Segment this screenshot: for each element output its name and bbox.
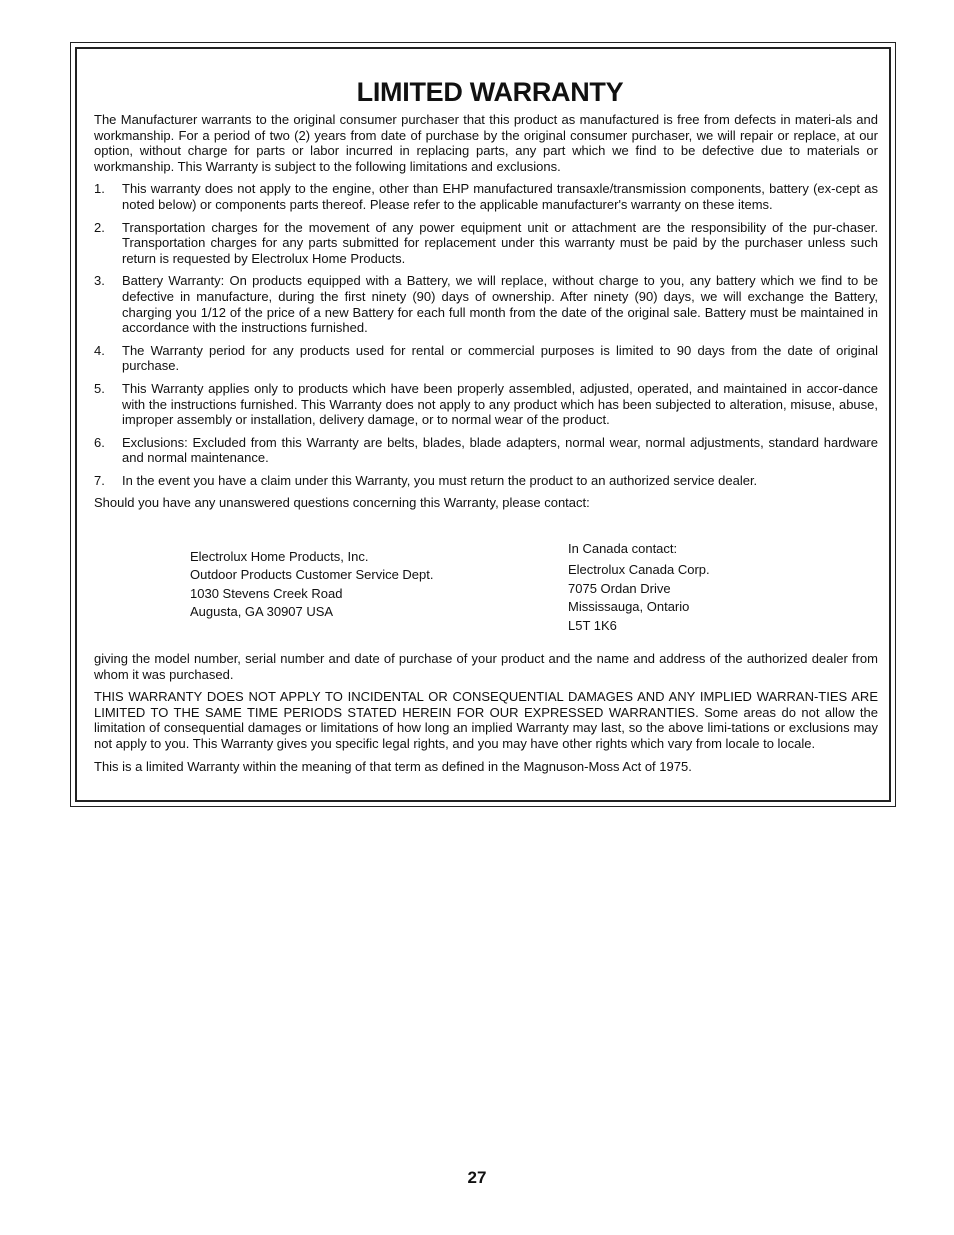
page-title: LIMITED WARRANTY bbox=[356, 77, 624, 107]
list-item bbox=[94, 473, 878, 489]
list-item-text: Battery Warranty: On products equipped with a Battery, we will replace, without charge to you, any battery which we find to be defective in manufacture, during the first ninety (90) days of ownership. After ninety (90) days, we will exchange the Battery, charging you 1/12 of the price of a new Battery for each full month from the date of the original sale. Battery must be maintained in accordance with the instructions furnished. bbox=[122, 273, 878, 336]
disclaimer-paragraph: THIS WARRANTY DOES NOT APPLY TO INCIDENTAL OR CONSEQUENTIAL DAMAGES AND ANY IMPLIED WARRAN-TIES ARE LIMITED TO THE SAME TIME PERIODS STATED HEREIN FOR OUR EXPRESSED WARRANTIES. Some areas do not allow the limitation of consequential damages or limitations of how long an implied Warranty may last, so the above limi-tations or exclusions may not apply to you. This Warranty gives you specific legal rights, and you may have other rights which vary from locale to locale. bbox=[94, 689, 878, 752]
list-item-number: 7. bbox=[94, 472, 105, 488]
contact-addresses bbox=[94, 511, 878, 651]
after-contact-paragraph: giving the model number, serial number and date of purchase of your product and the name and address of the authorized dealer from whom it was purchased. bbox=[94, 651, 878, 682]
final-note: This is a limited Warranty within the meaning of that term as defined in the Magnuson-Moss Act of 1975. bbox=[94, 758, 692, 774]
list-item-number: 6. bbox=[94, 434, 105, 450]
warranty-frame-inner bbox=[75, 47, 891, 802]
list-item-text: Transportation charges for the movement of any power equipment unit or attachment are the responsibility of the pur-chaser. Transportation charges for any parts submitted for replacement under this warranty must be paid by the purchaser unless such return is requested by Electrolux Home Products. bbox=[122, 219, 878, 266]
list-item-text: This warranty does not apply to the engine, other than EHP manufactured transaxle/transmission components, battery (ex-cept as noted below) or components parts thereof. Please refer to the applicable manufacturer's warranty on these items. bbox=[122, 181, 878, 212]
list-item-number: 3. bbox=[94, 273, 105, 289]
list-item-number: 1. bbox=[94, 181, 105, 197]
list-item-text: The Warranty period for any products used for rental or commercial purposes is limited to 90 days from the date of original purchase. bbox=[122, 342, 878, 374]
list-item bbox=[94, 381, 878, 428]
list-item-number: 2. bbox=[94, 219, 105, 235]
warranty-content bbox=[94, 77, 878, 774]
page-number: 27 bbox=[467, 1168, 487, 1187]
canada-address-line: 7075 Ordan Drive bbox=[568, 580, 671, 596]
us-address-line: Outdoor Products Customer Service Dept. bbox=[190, 567, 434, 583]
limitations-list bbox=[94, 181, 878, 488]
list-item bbox=[94, 181, 878, 212]
us-address-line: 1030 Stevens Creek Road bbox=[190, 585, 343, 601]
us-address-line: Augusta, GA 30907 USA bbox=[190, 604, 334, 620]
canada-address-line: Mississauga, Ontario bbox=[568, 599, 690, 615]
us-address-line: Electrolux Home Products, Inc. bbox=[190, 549, 369, 565]
warranty-frame-outer bbox=[70, 42, 896, 807]
list-item bbox=[94, 435, 878, 466]
contact-prompt: Should you have any unanswered questions concerning this Warranty, please contact: bbox=[94, 495, 590, 511]
canada-address-line: Electrolux Canada Corp. bbox=[568, 562, 710, 578]
canada-address bbox=[568, 540, 710, 635]
list-item-text: Exclusions: Excluded from this Warranty are belts, blades, blade adapters, normal wear, normal adjustments, standard hardware and normal maintenance. bbox=[122, 434, 878, 466]
canada-address-heading: In Canada contact: bbox=[568, 541, 678, 557]
list-item bbox=[94, 220, 878, 267]
list-item bbox=[94, 273, 878, 335]
list-item-number: 4. bbox=[94, 342, 105, 358]
canada-address-line: L5T 1K6 bbox=[568, 617, 617, 633]
intro-paragraph: The Manufacturer warrants to the original consumer purchaser that this product as manufactured is free from defects in materi-als and workmanship. For a period of two (2) years from date of purchase by the original consumer purchaser, we will repair or replace, at our option, without charge for parts or labor incurred in replacing parts, any part which we find to be defective due to materials or workmanship. This Warranty is subject to the following limitations and exclusions. bbox=[94, 112, 878, 174]
list-item-text: In the event you have a claim under this Warranty, you must return the product to an authorized service dealer. bbox=[122, 472, 758, 488]
us-address bbox=[190, 548, 434, 622]
list-item-text: This Warranty applies only to products which have been properly assembled, adjusted, operated, and maintained in accor-dance with the instructions furnished. This Warranty does not apply to any product which has been subjected to alteration, misuse, abuse, improper assembly or installation, delivery damage, or to normal wear of the product. bbox=[122, 380, 878, 428]
list-item-number: 5. bbox=[94, 380, 105, 396]
list-item bbox=[94, 343, 878, 374]
